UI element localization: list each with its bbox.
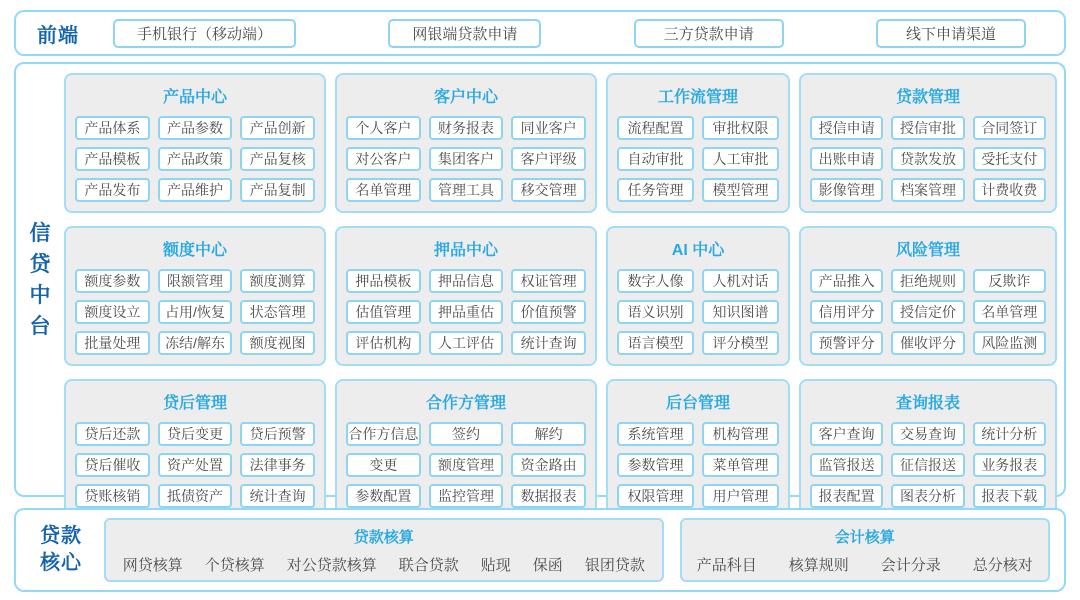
module-chip: 冻结/解东 — [158, 331, 233, 355]
module-chip: 押品信息 — [429, 269, 504, 293]
module-chip: 限额管理 — [158, 269, 233, 293]
panel-title-10: 后台管理 — [665, 395, 730, 412]
panel-title-11: 查询报表 — [895, 395, 960, 412]
module-chip: 模型管理 — [702, 178, 779, 202]
panel-7 — [799, 226, 1057, 366]
module-chip: 同业客户 — [511, 116, 586, 140]
panel-0-row-0 — [75, 116, 315, 140]
panel-9-row-0 — [346, 422, 586, 446]
panel-3-row-1 — [810, 147, 1046, 171]
panel-6-row-1 — [617, 300, 779, 324]
module-chip: 贷后预警 — [240, 422, 315, 446]
module-chip: 交易查询 — [891, 422, 964, 446]
frontend-label: 前端 — [37, 24, 79, 47]
module-chip: 解约 — [511, 422, 586, 446]
module-chip: 客户查询 — [810, 422, 883, 446]
module-chip: 贷账核销 — [75, 484, 150, 508]
module-chip: 占用/恢复 — [158, 300, 233, 324]
panel-5-row-1 — [346, 300, 586, 324]
panel-10-row-0 — [617, 422, 779, 446]
panel-8-row-0 — [75, 422, 315, 446]
module-chip: 数据报表 — [511, 484, 586, 508]
module-chip: 图表分析 — [891, 484, 964, 508]
module-chip: 额度视图 — [240, 331, 315, 355]
module-chip: 贷后催收 — [75, 453, 150, 477]
module-chip: 人机对话 — [702, 269, 779, 293]
module-chip: 机构管理 — [702, 422, 779, 446]
panel-5-row-0 — [346, 269, 586, 293]
panel-8-row-1 — [75, 453, 315, 477]
module-chip: 押品重估 — [429, 300, 504, 324]
module-chip: 集团客户 — [429, 147, 504, 171]
module-chip: 风险监测 — [973, 331, 1046, 355]
panel-4 — [64, 226, 326, 366]
loan-core-label — [40, 523, 82, 577]
module-chip: 业务报表 — [973, 453, 1046, 477]
module-chip: 计费收费 — [973, 178, 1046, 202]
panel-3-row-0 — [810, 116, 1046, 140]
module-chip: 产品政策 — [158, 147, 233, 171]
module-chip: 对公客户 — [346, 147, 421, 171]
panel-8-row-2 — [75, 484, 315, 508]
core-item: 核算规则 — [788, 556, 849, 574]
module-chip: 任务管理 — [617, 178, 694, 202]
module-chip: 产品复制 — [240, 178, 315, 202]
module-chip: 反欺诈 — [973, 269, 1046, 293]
panel-3 — [799, 73, 1057, 213]
panel-title-9: 合作方管理 — [425, 395, 506, 412]
module-chip: 评分模型 — [702, 331, 779, 355]
module-chip: 价值预警 — [511, 300, 586, 324]
module-chip: 出账申请 — [810, 147, 883, 171]
panel-9-row-2 — [346, 484, 586, 508]
module-chip: 自动审批 — [617, 147, 694, 171]
module-chip: 人工评估 — [429, 331, 504, 355]
core-group-items-0 — [106, 554, 662, 575]
panel-1-row-0 — [346, 116, 586, 140]
panel-title-1: 客户中心 — [433, 89, 498, 106]
module-chip: 签约 — [429, 422, 504, 446]
core-item: 总分核对 — [972, 556, 1033, 574]
module-chip: 报表配置 — [810, 484, 883, 508]
module-chip: 权证管理 — [511, 269, 586, 293]
module-chip: 批量处理 — [75, 331, 150, 355]
core-item: 保函 — [532, 556, 563, 574]
module-chip: 产品复核 — [240, 147, 315, 171]
panel-title-4: 额度中心 — [162, 242, 227, 259]
module-chip: 客户评级 — [511, 147, 586, 171]
module-chip: 估值管理 — [346, 300, 421, 324]
panel-0-row-1 — [75, 147, 315, 171]
frontend-band — [14, 10, 1066, 56]
module-chip: 受托支付 — [973, 147, 1046, 171]
module-chip: 贷款发放 — [891, 147, 964, 171]
panel-9-row-1 — [346, 453, 586, 477]
module-chip: 名单管理 — [973, 300, 1046, 324]
loan-core-label-line-0: 贷款 — [40, 525, 82, 547]
panel-6-row-2 — [617, 331, 779, 355]
panel-11-row-2 — [810, 484, 1046, 508]
core-group-1 — [680, 518, 1050, 582]
core-item: 对公贷款核算 — [286, 556, 377, 574]
module-chip: 统计查询 — [511, 331, 586, 355]
core-item: 联合贷款 — [398, 556, 459, 574]
panel-0 — [64, 73, 326, 213]
core-item: 网贷核算 — [122, 556, 183, 574]
panel-title-6: AI 中心 — [671, 242, 725, 259]
panel-5 — [335, 226, 597, 366]
loan-core-band — [14, 508, 1066, 592]
module-chip: 影像管理 — [810, 178, 883, 202]
module-chip: 授信定价 — [891, 300, 964, 324]
module-chip: 拒绝规则 — [891, 269, 964, 293]
module-chip: 评估机构 — [346, 331, 421, 355]
core-group-title-0: 贷款核算 — [353, 528, 414, 546]
panel-title-3: 贷款管理 — [895, 89, 960, 106]
frontend-channel-1: 网银端贷款申请 — [388, 19, 541, 48]
panel-7-row-0 — [810, 269, 1046, 293]
panel-title-7: 风险管理 — [895, 242, 960, 259]
module-chip: 财务报表 — [429, 116, 504, 140]
panel-11-row-1 — [810, 453, 1046, 477]
module-chip: 流程配置 — [617, 116, 694, 140]
module-chip: 额度管理 — [429, 453, 504, 477]
module-chip: 审批权限 — [702, 116, 779, 140]
module-chip: 贷后变更 — [158, 422, 233, 446]
frontend-channel-3: 线下申请渠道 — [876, 19, 1026, 48]
panel-6-row-0 — [617, 269, 779, 293]
frontend-channel-2: 三方贷款申请 — [634, 19, 784, 48]
module-chip: 档案管理 — [891, 178, 964, 202]
module-chip: 产品推入 — [810, 269, 883, 293]
panel-6 — [606, 226, 790, 366]
panel-1 — [335, 73, 597, 213]
credit-platform-label — [16, 64, 64, 495]
panel-7-row-1 — [810, 300, 1046, 324]
module-chip: 产品模板 — [75, 147, 150, 171]
panel-0-row-2 — [75, 178, 315, 202]
module-chip: 抵债资产 — [158, 484, 233, 508]
module-chip: 语言模型 — [617, 331, 694, 355]
core-item: 会计分录 — [880, 556, 941, 574]
panel-title-0: 产品中心 — [162, 89, 227, 106]
core-item: 个贷核算 — [204, 556, 265, 574]
module-chip: 授信申请 — [810, 116, 883, 140]
panel-2-row-2 — [617, 178, 779, 202]
module-chip: 资产处置 — [158, 453, 233, 477]
core-item: 银团贷款 — [584, 556, 645, 574]
module-chip: 贷后还款 — [75, 422, 150, 446]
panel-4-row-0 — [75, 269, 315, 293]
module-chip: 监控管理 — [429, 484, 504, 508]
module-chip: 系统管理 — [617, 422, 694, 446]
frontend-channel-list — [113, 19, 1026, 48]
module-chip: 产品创新 — [240, 116, 315, 140]
panel-title-8: 贷后管理 — [162, 395, 227, 412]
module-chip: 用户管理 — [702, 484, 779, 508]
module-chip: 语义识别 — [617, 300, 694, 324]
panel-2-row-0 — [617, 116, 779, 140]
module-chip: 变更 — [346, 453, 421, 477]
module-chip: 征信报送 — [891, 453, 964, 477]
module-chip: 催收评分 — [891, 331, 964, 355]
panel-7-row-2 — [810, 331, 1046, 355]
module-chip: 报表下载 — [973, 484, 1046, 508]
module-chip: 押品模板 — [346, 269, 421, 293]
credit-platform-band — [14, 62, 1066, 504]
credit-platform-label-char-2: 中 — [29, 283, 51, 307]
core-group-0 — [104, 518, 664, 582]
module-chip: 数字人像 — [617, 269, 694, 293]
module-panel-grid — [64, 73, 1057, 504]
panel-5-row-2 — [346, 331, 586, 355]
module-chip: 产品参数 — [158, 116, 233, 140]
module-chip: 监管报送 — [810, 453, 883, 477]
core-item: 产品科目 — [696, 556, 757, 574]
core-group-items-1 — [682, 554, 1048, 575]
panel-8 — [64, 379, 326, 519]
module-chip: 信用评分 — [810, 300, 883, 324]
panel-title-2: 工作流管理 — [657, 89, 738, 106]
panel-4-row-2 — [75, 331, 315, 355]
panel-10-row-1 — [617, 453, 779, 477]
module-chip: 法律事务 — [240, 453, 315, 477]
panel-2 — [606, 73, 790, 213]
module-chip: 菜单管理 — [702, 453, 779, 477]
module-chip: 统计分析 — [973, 422, 1046, 446]
module-chip: 产品发布 — [75, 178, 150, 202]
core-item: 贴现 — [480, 556, 511, 574]
core-group-list — [104, 518, 1050, 582]
module-chip: 产品维护 — [158, 178, 233, 202]
panel-1-row-1 — [346, 147, 586, 171]
module-chip: 产品体系 — [75, 116, 150, 140]
module-chip: 资金路由 — [511, 453, 586, 477]
panel-10 — [606, 379, 790, 519]
module-chip: 额度测算 — [240, 269, 315, 293]
module-chip: 个人客户 — [346, 116, 421, 140]
panel-3-row-2 — [810, 178, 1046, 202]
panel-2-row-1 — [617, 147, 779, 171]
module-chip: 移交管理 — [511, 178, 586, 202]
panel-10-row-2 — [617, 484, 779, 508]
panel-11 — [799, 379, 1057, 519]
module-chip: 知识图谱 — [702, 300, 779, 324]
credit-platform-label-char-0: 信 — [29, 221, 51, 245]
module-chip: 人工审批 — [702, 147, 779, 171]
module-chip: 参数管理 — [617, 453, 694, 477]
module-chip: 权限管理 — [617, 484, 694, 508]
module-chip: 额度设立 — [75, 300, 150, 324]
frontend-channel-0: 手机银行（移动端） — [113, 19, 296, 48]
panel-title-5: 押品中心 — [433, 242, 498, 259]
credit-platform-label-char-3: 台 — [29, 314, 51, 338]
module-chip: 授信审批 — [891, 116, 964, 140]
module-chip: 合同签订 — [973, 116, 1046, 140]
module-chip: 统计查询 — [240, 484, 315, 508]
module-chip: 额度参数 — [75, 269, 150, 293]
module-chip: 预警评分 — [810, 331, 883, 355]
panel-1-row-2 — [346, 178, 586, 202]
module-chip: 合作方信息 — [346, 422, 421, 446]
loan-core-label-line-1: 核心 — [40, 552, 82, 574]
panel-9 — [335, 379, 597, 519]
core-group-title-1: 会计核算 — [834, 528, 895, 546]
module-chip: 参数配置 — [346, 484, 421, 508]
credit-platform-label-char-1: 贷 — [29, 252, 51, 276]
panel-4-row-1 — [75, 300, 315, 324]
module-chip: 名单管理 — [346, 178, 421, 202]
module-chip: 状态管理 — [240, 300, 315, 324]
panel-11-row-0 — [810, 422, 1046, 446]
module-chip: 管理工具 — [429, 178, 504, 202]
